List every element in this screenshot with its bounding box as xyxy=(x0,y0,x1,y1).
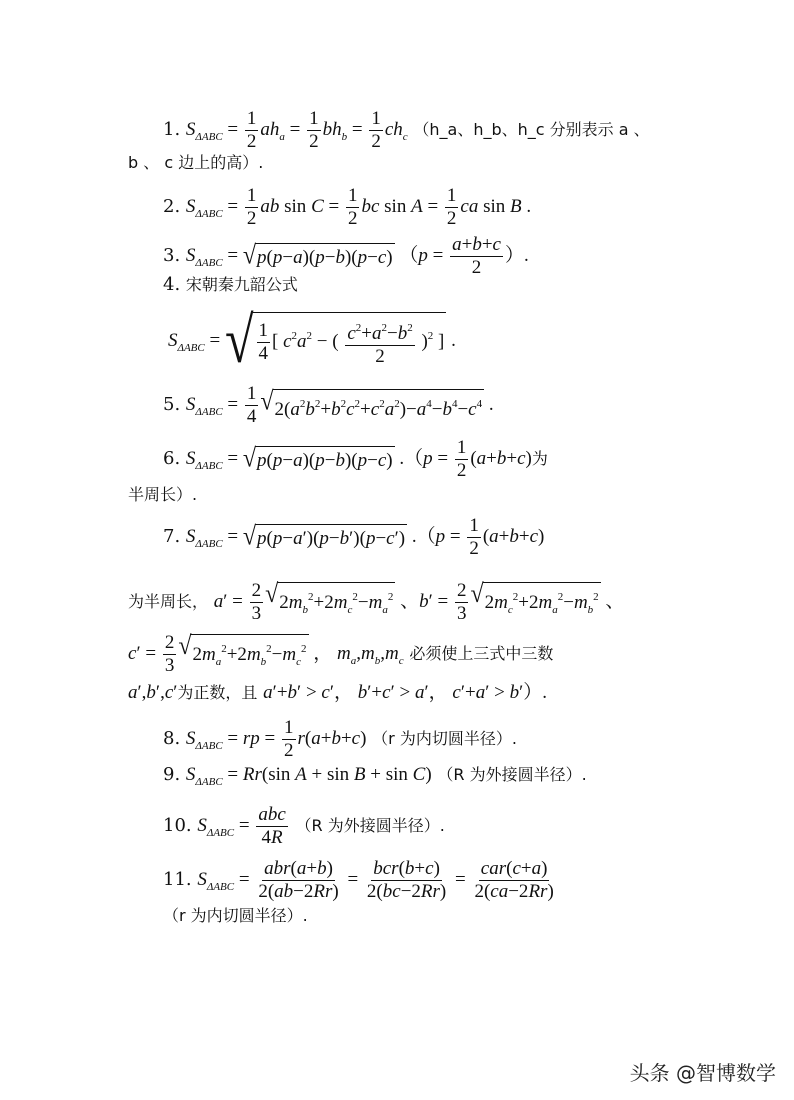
formula-9: 9. $S_{\Delta ABC} = Rr(\sin$ A + sin B + sin C) （R 为外接圆半径）. xyxy=(163,764,587,788)
formula-6: 6. $S_{\Delta ABC}$ = √ p(p−a)(p−b)(p−c) .（p = $\frac{1}{2}$ (a+b+c)为 xyxy=(163,437,548,481)
formula-7: 7. $S_{\Delta ABC}$ = √ p(p−a′)(p−b′)(p−c′) .（p = $\frac{1}{2}$ (a+b+c) xyxy=(163,515,545,559)
formula-5: 5. $S_{\Delta ABC}$ = $\frac{1}{4}$ √ $2(a^2b^2+b^2c^2+c^2a^2)-a^4-b^4-c^4$ . xyxy=(163,383,494,427)
formula-1-note: （h_a、h_b、h_c 分别表示 a 、 xyxy=(413,119,650,139)
formula-7-cont: 为半周长， a′ = $\frac{2}{3}$ √ $2m_b^2+2m_c^2-m_a^2$ 、b′ = $\frac{2}{3}$ √ $2m_c^2+2m_a^2-m_b^2$ 、 xyxy=(128,579,625,624)
formula-10: 10. $S_{\Delta ABC}$ = $\frac{\text{abc}}{4R}$ （R 为外接圆半径）. xyxy=(163,804,445,848)
formula-7-cont2: c′ = $\frac{2}{3}$ √ $2m_a^2+2m_b^2-m_c^2$ ， $m_a,m_b,m_c$ 必须使上三式中三数 xyxy=(128,631,554,676)
formula-4-title: 4. 宋朝秦九韶公式 xyxy=(163,274,298,295)
formula-6-note: 半周长）. xyxy=(128,485,198,504)
formula-8: 8. $S_{\Delta ABC}$ = rp = $\frac{1}{2}$ r(a+b+c) （r 为内切圆半径）. xyxy=(163,717,517,761)
formula-11-note: （r 为内切圆半径）. xyxy=(163,906,308,925)
watermark: 头条 @智博数学 xyxy=(629,1061,776,1085)
formula-1-note-cont: b 、 c 边上的高）. xyxy=(128,153,264,172)
item-number: 1. xyxy=(163,118,181,140)
formula-7-cont3: a′,b′,c′为正数，且 a′+b′ > c′， b′+c′ > a′， c′+a′ > b′）. xyxy=(128,682,547,703)
formula-11: 11. $S_{\Delta ABC}$ = $\frac{\text{abr(a+b)}}{2(ab-2Rr)}$ = $\frac{\text{bcr(b+c)}}{2(bc-2Rr)}$ = $\frac{\text{car(c+a)}}{2(ca-2Rr)}$ xyxy=(163,858,554,902)
formula-3: 3. $S_{\Delta ABC}$ = √ p(p−a)(p−b)(p−c) （p = $\frac{a+b+c}{2}$ ）. xyxy=(163,234,529,278)
formula-1: 1. $S_{\Delta ABC}$ = $\frac{1}{2}$ $ah_a$ = $\frac{1}{2}$ $bh_b$ = $\frac{1}{2}$ $ch_c$ （h_a、h_b、h_c 分别表示 a 、 xyxy=(163,108,650,152)
formula-2: 2. $S_{\Delta ABC}$ = $\frac{1}{2}$ ab sin C = $\frac{1}{2}$ bc sin A = $\frac{1}{2}$ ca sin B . xyxy=(163,185,532,229)
formula-4: $S_{\Delta ABC}$ = √ $\frac{1}{4}$ [ $c^2a^2$ − ( $\frac{c^2+a^2-b^2}{2}$ )$^2$ ] . xyxy=(168,305,456,377)
